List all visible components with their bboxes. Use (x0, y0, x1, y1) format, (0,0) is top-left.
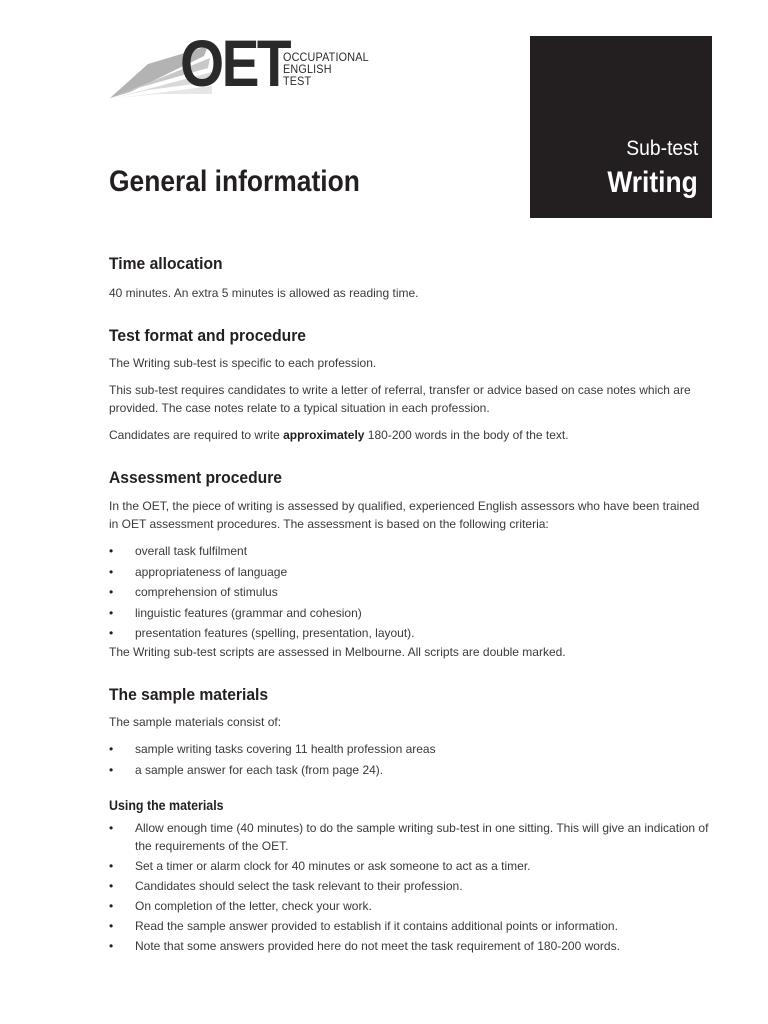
criteria-list (109, 542, 709, 642)
content (109, 254, 709, 955)
text-run: Candidates are required to write (109, 428, 284, 442)
list-item: • linguistic features (grammar and cohesion) (109, 604, 709, 622)
list-item: • comprehension of stimulus (109, 583, 709, 601)
list-item: • Note that some answers provided here do not meet the task requirement of 180-200 words. (109, 937, 709, 955)
paragraph: The Writing sub-test scripts are assessed in Melbourne. All scripts are double marked. (109, 645, 566, 659)
list-item: • Set a timer or alarm clock for 40 minutes or ask someone to act as a timer. (109, 857, 709, 875)
paragraph (109, 426, 709, 444)
paragraph: 40 minutes. An extra 5 minutes is allowed as reading time. (109, 286, 419, 300)
paragraph: The Writing sub-test is specific to each profession. (109, 356, 377, 370)
logo-wordmark (283, 51, 369, 87)
page-title: General information (109, 165, 360, 198)
sample-list (109, 740, 709, 779)
logo-word: TEST (283, 74, 312, 88)
list-item: • appropriateness of language (109, 563, 709, 581)
list-item: • sample writing tasks covering 11 health profession areas (109, 740, 709, 758)
section-heading: Assessment procedure (109, 468, 282, 487)
section-heading: The sample materials (109, 685, 269, 704)
subtest-box (530, 36, 712, 218)
subtest-label: Sub-test (626, 137, 698, 160)
section-assessment-procedure (109, 468, 709, 661)
oet-logo (108, 26, 378, 102)
section-sample-materials (109, 685, 709, 955)
list-item: • Allow enough time (40 minutes) to do the sample writing sub-test in one sitting. This will give an indication of the requirements of the OET. (109, 819, 709, 855)
section-time-allocation (109, 254, 709, 302)
list-item: • a sample answer for each task (from page 24). (109, 761, 709, 779)
list-item: • presentation features (spelling, presentation, layout). (109, 624, 709, 642)
using-materials-list (109, 819, 709, 955)
logo-word: OCCUPATIONAL (283, 50, 369, 64)
list-item: • overall task fulfilment (109, 542, 709, 560)
list-item: • On completion of the letter, check your work. (109, 897, 709, 915)
subtest-name: Writing (607, 166, 698, 199)
logo-word: ENGLISH (283, 62, 332, 76)
paragraph: The sample materials consist of: (109, 715, 282, 729)
list-item: • Read the sample answer provided to establish if it contains additional points or information. (109, 917, 709, 935)
bold-text: approximately (283, 428, 365, 442)
logo-mark: OET (180, 26, 289, 100)
section-heading: Test format and procedure (109, 326, 306, 345)
section-test-format (109, 326, 709, 444)
section-heading: Time allocation (109, 254, 223, 273)
paragraph: This sub-test requires candidates to write a letter of referral, transfer or advice based on case notes which are provided. The case notes relate to a typical situation in each profession. (109, 383, 691, 415)
text-run: 180-200 words in the body of the text. (364, 428, 569, 442)
list-item: • Candidates should select the task relevant to their profession. (109, 877, 709, 895)
subsection-heading: Using the materials (109, 797, 224, 813)
paragraph: In the OET, the piece of writing is assessed by qualified, experienced English assessors who have been trained in OET assessment procedures. The assessment is based on the following criteria: (109, 499, 700, 531)
